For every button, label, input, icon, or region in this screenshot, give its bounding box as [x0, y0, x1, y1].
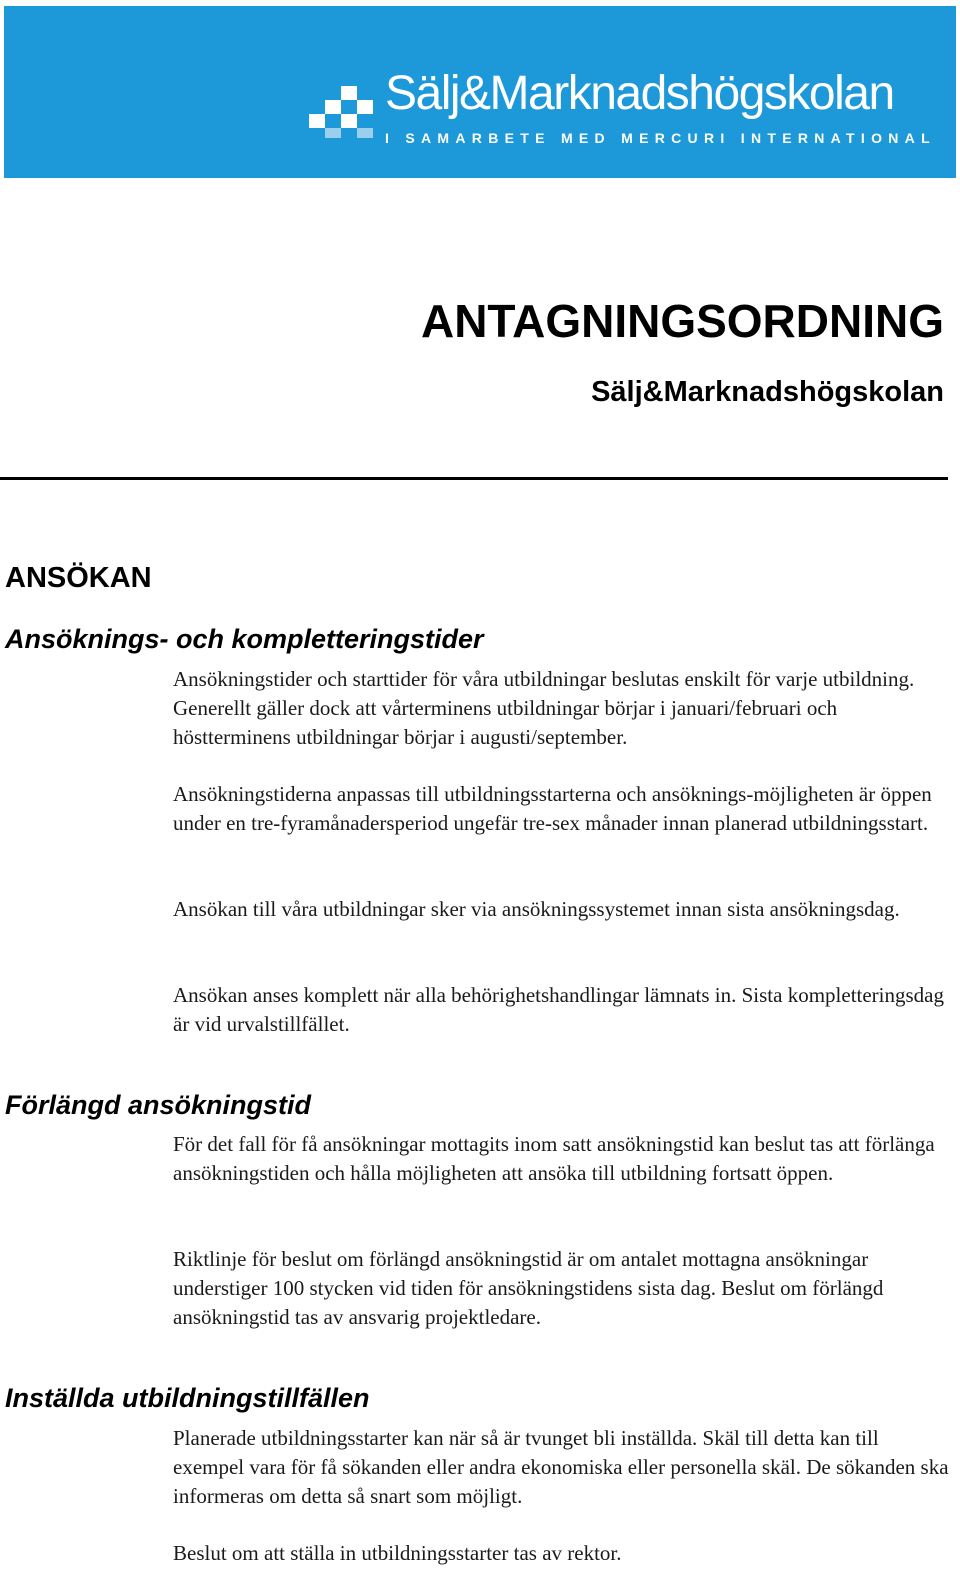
logo-wordmark: Sälj&Marknadshögskolan: [385, 67, 894, 120]
horizontal-divider: [0, 477, 948, 480]
document-title: ANTAGNINGSORDNING: [420, 295, 944, 347]
paragraph: Planerade utbildningsstarter kan när så är tvunget bli inställda. Skäl till detta kan till exempel vara för få sökanden eller andra ekonomiska eller personella skäl. De sökanden ska informeras om detta så snart som möjligt.: [173, 1426, 949, 1508]
paragraph: Ansökningstiderna anpassas till utbildningsstarterna och ansöknings-möjligheten är öppen under en tre-fyramånadersperiod ungefär tre-sex månader innan planerad utbildningsstart.: [173, 782, 932, 835]
document-subtitle: Sälj&Marknadshögskolan: [591, 376, 944, 408]
subsection-heading-tider: Ansöknings- och kompletteringstider: [5, 624, 484, 654]
header-banner: [4, 6, 956, 178]
section-heading-ansokan: ANSÖKAN: [5, 562, 152, 594]
paragraph: Ansökan till våra utbildningar sker via ansökningssystemet innan sista ansökningsdag.: [173, 897, 900, 921]
paragraph: Riktlinje för beslut om förlängd ansökningstid är om antalet mottagna ansökningar understiger 100 stycken vid tiden för ansökningstidens sista dag. Beslut om förlängd ansökningstid tas av ansvarig projektledare.: [173, 1247, 884, 1329]
subsection-heading-forlangd: Förlängd ansökningstid: [5, 1090, 312, 1120]
subsection-heading-installda: Inställda utbildningstillfällen: [5, 1383, 370, 1413]
paragraph: Beslut om att ställa in utbildningsstarter tas av rektor.: [173, 1541, 622, 1565]
logo-tagline: I SAMARBETE MED MERCURI INTERNATIONAL: [385, 130, 936, 146]
paragraph: Ansökan anses komplett när alla behörighetshandlingar lämnats in. Sista kompletteringsdag är vid urvalstillfället.: [173, 983, 945, 1036]
paragraph: För det fall för få ansökningar mottagits inom satt ansökningstid kan beslut tas att förlänga ansökningstiden och hålla möjligheten att ansöka till utbildning fortsatt öppen.: [173, 1132, 935, 1185]
school-logo: [309, 67, 936, 156]
paragraph: Ansökningstider och starttider för våra utbildningar beslutas enskilt för varje utbildning. Generellt gäller dock att vårterminens utbildningar börjar i januari/februari och höstterminens utbildningar börjar i augusti/september.: [173, 667, 915, 749]
checkered-logo-icon: [309, 84, 381, 140]
